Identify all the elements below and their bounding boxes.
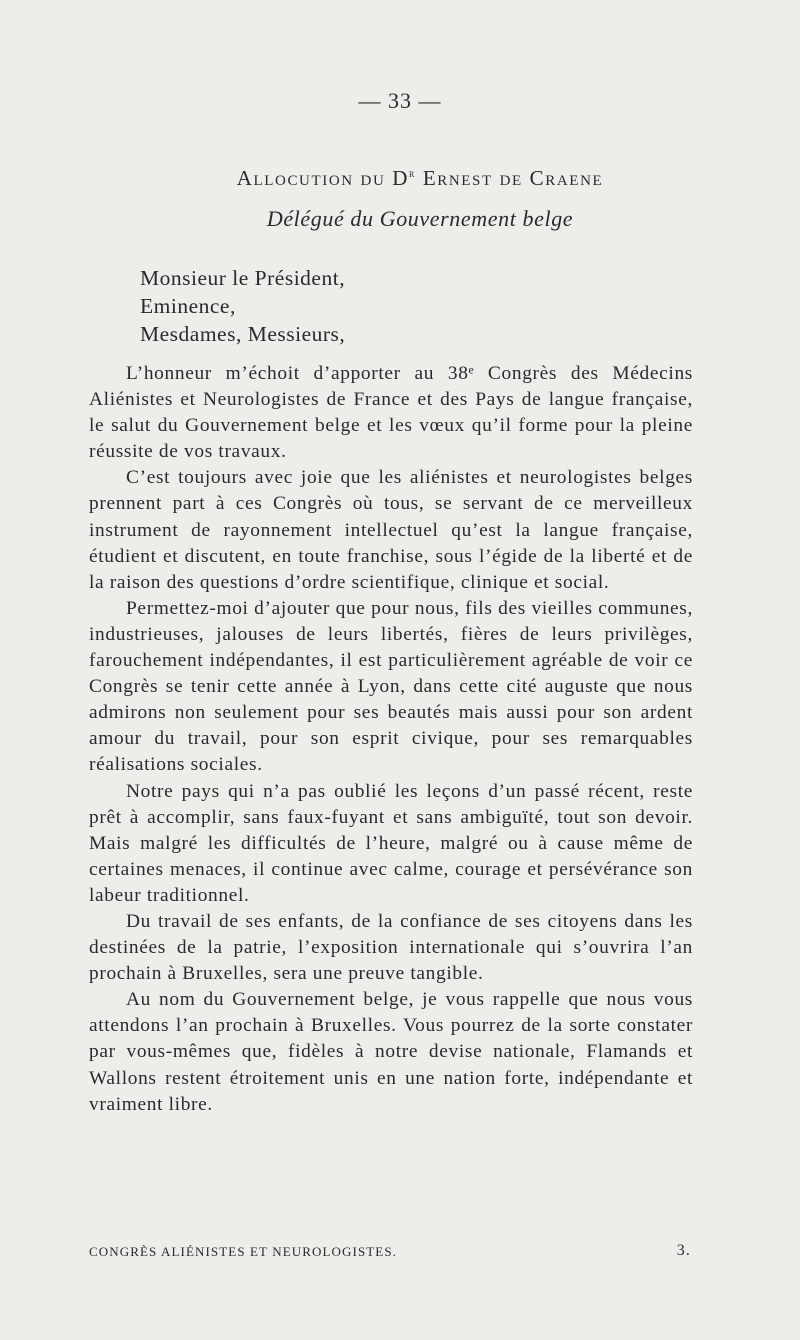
speech-body — [89, 361, 693, 1118]
salutation-line: Monsieur le Président, — [140, 266, 346, 290]
speech-title — [0, 166, 800, 191]
paragraph: Notre pays qui n’a pas oublié les leçons d’un passé récent, reste prêt à accomplir, sans faux-fuyant et sans ambiguïté, tout son devoir. Mais malgré les difficultés de l’heure, malgré ou à cause même de certaines menaces, il continue avec calme, courage et persévérance son labeur traditionnel. — [89, 780, 693, 906]
footer-signature: CONGRÈS ALIÉNISTES ET NEUROLOGISTES. — [89, 1244, 398, 1259]
paragraph: Au nom du Gouvernement belge, je vous rappelle que nous vous attendons l’an prochain à Bruxelles. Vous pourrez de la sorte constater par vous-mêmes que, fidèles à notre devise nationale, Flamands et Wallons restent étroitement unis en une nation forte, indépendante et vraiment libre. — [89, 989, 693, 1115]
title-prefix: Allocution du D — [236, 166, 410, 190]
paragraph: L’honneur m’échoit d’apporter au 38ᵉ Congrès des Médecins Aliénistes et Neurologistes de France et des Pays de langue française, le salut du Gouvernement belge et les vœux qu’il forme pour la pleine réussite de vos travaux. — [89, 363, 693, 463]
salutation — [140, 264, 345, 348]
salutation-line: Eminence, — [140, 294, 236, 318]
paragraph: Du travail de ses enfants, de la confiance de ses citoyens dans les destinées de la patrie, l’exposition internationale qui s’ouvrira l’an prochain à Bruxelles, sera une preuve tangible. — [89, 910, 693, 985]
footer-sheet-number: 3. — [676, 1242, 691, 1259]
paragraph: C’est toujours avec joie que les aliénistes et neurologistes belges prennent part à ces Congrès où tous, se servant de ce merveilleux instrument de rayonnement intellectuel qu’est la langue française, étudient et discutent, en toute franchise, sous l’égide de la liberté et de la raison des questions d’ordre scientifique, clinique et social. — [89, 467, 693, 593]
page-number: — 33 — — [358, 88, 442, 113]
salutation-line: Mesdames, Messieurs, — [140, 322, 346, 346]
title-suffix: Ernest de Craene — [415, 166, 604, 190]
speech-subtitle: Délégué du Gouvernement belge — [266, 206, 574, 231]
title-superscript: r — [409, 168, 416, 180]
paragraph: Permettez-moi d’ajouter que pour nous, fils des vieilles communes, industrieuses, jalouses de leurs libertés, fières de leurs privilèges, farouchement indépendantes, il est particulièrement agréable de voir ce Congrès se tenir cette année à Lyon, dans cette cité auguste que nous admirons non seulement pour ses beautés mais aussi pour son ardent amour du travail, pour son esprit civique, pour ses remarquables réalisations sociales. — [89, 597, 693, 776]
